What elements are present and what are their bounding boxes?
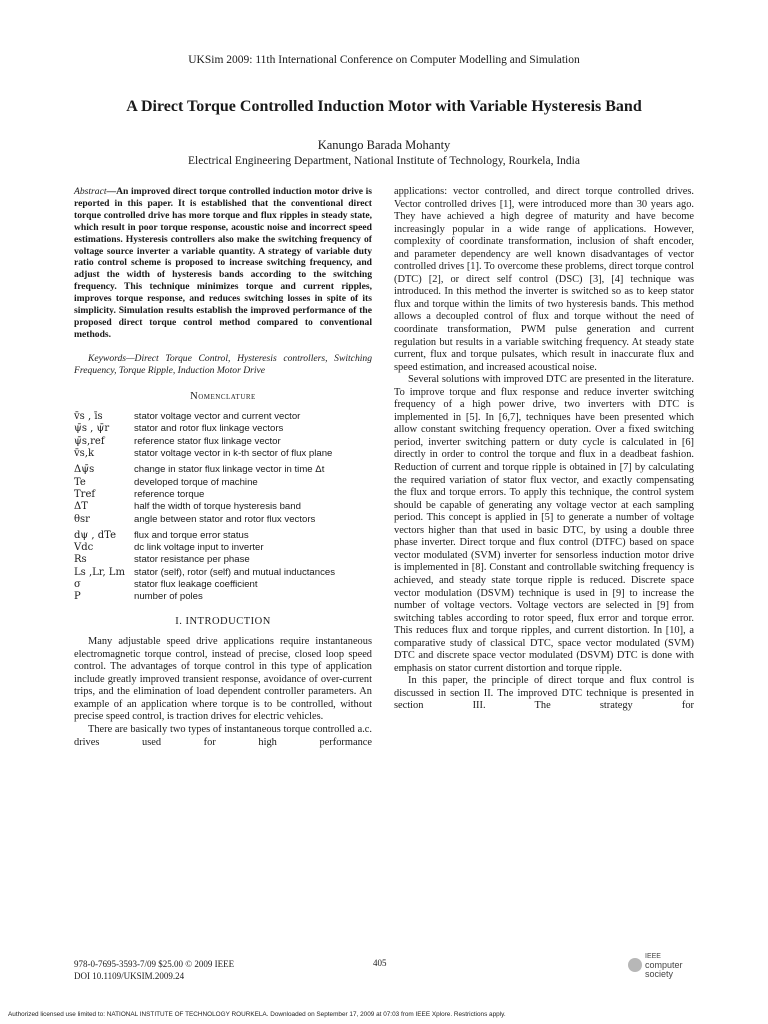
nomenclature-symbol: θsr	[74, 513, 90, 525]
nomenclature-row	[74, 460, 372, 476]
intro-paragraph: Many adjustable speed drive applications require instantaneous electromagnetic torque control, instead of precise, closed loop speed control. The advantages of torque control in this type of application include greatly improved transient response, avoidance of over-current trips, and the elimination of load dependent controller parameters. An example of an application where torque is to be controlled, without precise speed control, is traction drives for electric vehicles.	[74, 636, 372, 723]
nomenclature-symbol: ψ̄s,ref	[74, 435, 105, 447]
nomenclature-definition: reference stator flux linkage vector	[134, 435, 281, 447]
nomenclature-row	[74, 514, 372, 526]
page-number: 405	[373, 958, 387, 968]
nomenclature-definition: angle between stator and rotor flux vectors	[134, 513, 316, 525]
nomenclature-definition: stator flux leakage coefficient	[134, 579, 258, 590]
nomenclature-symbol: Δψ̄s	[74, 464, 95, 476]
nomenclature-row	[74, 501, 372, 513]
nomenclature-row	[74, 526, 372, 542]
nomenclature-definition: change in stator flux linkage vector in time Δt	[134, 464, 325, 476]
nomenclature-row	[74, 542, 372, 554]
nomenclature-definition: half the width of torque hysteresis band	[134, 501, 301, 513]
logo-text: IEEE computer society	[645, 953, 683, 979]
nomenclature-row	[74, 436, 372, 448]
nomenclature-symbol: Ls ,Lr, Lm	[74, 566, 125, 578]
nomenclature-symbol: σ	[74, 579, 81, 590]
footer-publication-info	[74, 958, 234, 982]
footer-isbn: 978-0-7695-3593-7/09 $25.00 © 2009 IEEE	[74, 959, 235, 969]
nomenclature-symbol: ψ̄s , ψ̄r	[74, 423, 110, 435]
left-column	[74, 186, 372, 749]
nomenclature-row	[74, 567, 372, 579]
footer-doi: DOI 10.1109/UKSIM.2009.24	[74, 971, 185, 981]
nomenclature-row	[74, 423, 372, 435]
body-paragraph: In this paper, the principle of direct torque and flux control is discussed in section II. The improved DTC technique is presented in section III. The strategy for	[394, 675, 694, 712]
abstract-dash: —	[106, 186, 117, 197]
nomenclature-symbol: dψ , dTe	[74, 529, 116, 541]
introduction-heading: I. INTRODUCTION	[175, 615, 271, 627]
abstract	[74, 186, 372, 341]
nomenclature-symbol: ΔT	[74, 501, 88, 513]
abstract-text: An improved direct torque controlled induction motor drive is reported in this paper. It is established that the conventional direct torque controlled drive has more torque and flux ripples in steady state, which result in poor torque response, acoustic noise and incorrect speed estimations. Hysteresis controllers also make the switching frequency of voltage source inverter a variable quantity. A strategy of variable duty ratio control scheme is proposed to increase switching frequency, and adjust the width of hysteresis bands according to the switching frequency. This technique minimizes torque and current ripples, improves torque response, and reduces switching losses in spite of its simplicity. Simulation results establish the improved performance of the proposed direct torque control method compared to conventional methods.	[74, 186, 372, 340]
right-column	[394, 186, 694, 713]
nomenclature-row	[74, 554, 372, 566]
nomenclature-symbol: v̄s,k	[74, 448, 95, 460]
nomenclature-symbol: Te	[74, 476, 86, 488]
nomenclature-row	[74, 411, 372, 423]
nomenclature-row	[74, 448, 372, 460]
body-paragraph: Several solutions with improved DTC are presented in the literature. To improve torque and flux response and reduce inverter switching frequency of a high power drive, two inverters with DTC is implemented in [5]. In [6,7], techniques have been presented which allow constant switching frequency operation. Over a fixed switching period, inverter switching pattern or duty cycle is calculated in [6] directly in order to control the torque and flux in a deadbeat fashion. Reduction of current and torque ripple is obtained in [7] by calculating the required variation of stator flux vector, and exactly compensating the flux and torque errors. To apply this technique, the control system should be capable of generating any voltage vector at each sampling period. This concept is applied in [5] to generate a number of voltage vectors higher than that used in basic DTC, by using a double three phase inverter. Direct torque and flux control (DTFC) based on space vector modulated (SVM) inverter for sensorless induction motor drive is implemented in [8]. Constant and controllable switching frequency is achieved, and steady state torque ripple is reduced. Discrete space vector modulation (DSVM) technique is used in [9] to increase the number of voltage vectors. Voltage vectors are selected in [9] from switching tables according to rotor speed, flux error and torque error. This reduces flux and torque ripples, and current distortion. In [10], a comparative study of classical DTC, space vector modulated (SVM) DTC and discrete space vector modulated (DSVM) DTC is done with emphasis on stator current distortion and torque ripple.	[394, 374, 694, 674]
nomenclature-definition: flux and torque error status	[134, 529, 249, 541]
author-name: Kanungo Barada Mohanty	[317, 138, 451, 152]
nomenclature-definition: stator resistance per phase	[134, 554, 250, 566]
nomenclature-symbol: Vdc	[74, 542, 94, 554]
nomenclature-definition: reference torque	[134, 488, 205, 500]
nomenclature-row	[74, 579, 372, 591]
nomenclature-row	[74, 489, 372, 501]
nomenclature-definition: stator voltage vector in k-th sector of flux plane	[134, 448, 333, 460]
nomenclature-symbol: P	[74, 591, 81, 603]
nomenclature-definition: dc link voltage input to inverter	[134, 542, 264, 554]
nomenclature-row	[74, 477, 372, 489]
author-affiliation: Electrical Engineering Department, National Institute of Technology, Rourkela, India	[188, 155, 580, 167]
abstract-label: Abstract	[74, 186, 107, 197]
nomenclature-row	[74, 591, 372, 603]
nomenclature-symbol: Rs	[74, 554, 87, 566]
nomenclature-definition: stator and rotor flux linkage vectors	[134, 423, 284, 435]
conference-header: UKSim 2009: 11th International Conference on Computer Modelling and Simulation	[188, 54, 580, 66]
paper-title: A Direct Torque Controlled Induction Motor with Variable Hysteresis Band	[126, 98, 642, 115]
nomenclature-definition: number of poles	[134, 591, 203, 603]
body-paragraph: applications: vector controlled, and direct torque controlled drives. Vector controlled drives [1], were introduced more than 30 years ago. They have achieved a high degree of maturity and have become increasingly popular in a wide range of applications. However, complexity of coordinate transformation, inclusion of shaft encoder, and parameter dependency are well known disadvantages of vector controlled drives [1]. To overcome these problems, direct torque control (DTC) [2], or direct self control (DSC) [3], [4] technique was introduced. In this method the inverter is switched so as to keep stator flux and torque within the limits of two hysteresis bands. This method allows a decoupled control of flux and torque without the need of coordinate transformation, PWM pulse generation and current regulation but results in a variable switching frequency. At steady state current, flux and torque pulsates, which result in inaccurate flux and speed estimation, and increased acoustical noise.	[394, 186, 694, 373]
logo-mark-icon	[628, 958, 642, 972]
nomenclature-symbol: v̄s , īs	[74, 411, 103, 423]
license-notice: Authorized licensed use limited to: NATIONAL INSTITUTE OF TECHNOLOGY ROURKELA. Downloaded on September 17, 2009 at 07:03 from IEEE Xplore. Restrictions apply.	[8, 1011, 506, 1018]
nomenclature-definition: stator voltage vector and current vector	[134, 411, 301, 423]
nomenclature-table	[74, 411, 372, 603]
intro-paragraph: There are basically two types of instantaneous torque controlled a.c. drives used for high performance	[74, 723, 372, 748]
ieee-computer-society-logo	[628, 953, 698, 977]
nomenclature-symbol: Tref	[74, 488, 96, 500]
nomenclature-definition: stator (self), rotor (self) and mutual inductances	[134, 566, 336, 578]
keywords: Keywords—Direct Torque Control, Hysteresis controllers, Switching Frequency, Torque Ripple, Induction Motor Drive	[74, 352, 372, 376]
nomenclature-definition: developed torque of machine	[134, 476, 258, 488]
nomenclature-heading: Nomenclature	[190, 390, 256, 402]
